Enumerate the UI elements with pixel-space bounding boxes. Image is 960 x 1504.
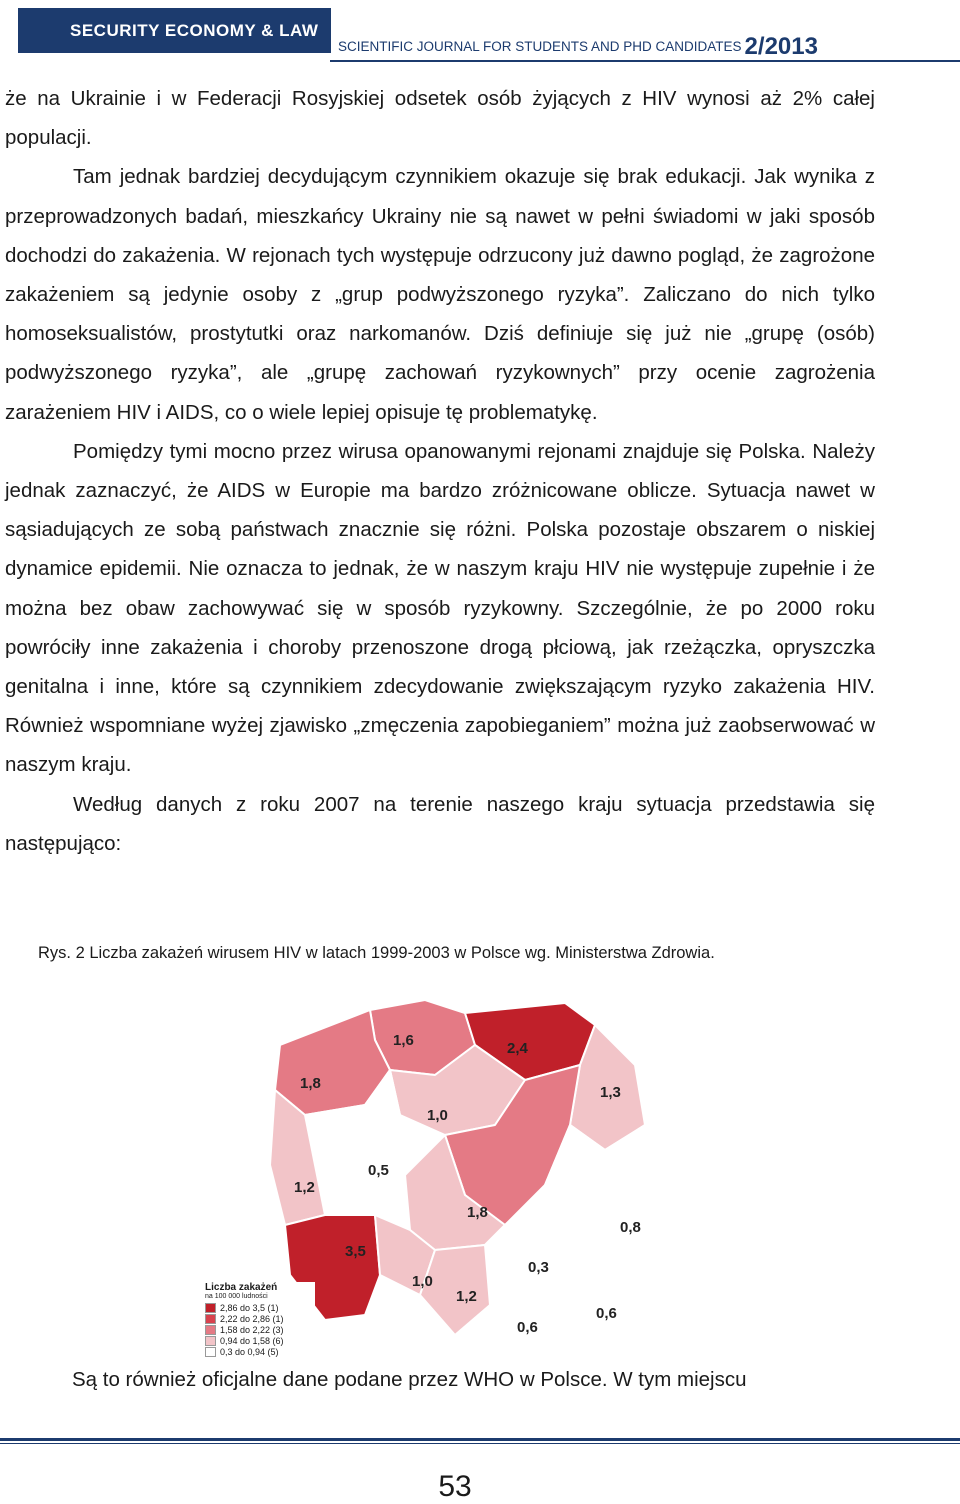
value-kujawsko-pomorskie: 1,0 [427,1107,448,1124]
paragraph-4: Według danych z roku 2007 na terenie naszego kraju sytuacja przedstawia się następująco: [5,792,875,855]
legend-swatch-4 [205,1336,216,1346]
value-zachodniopomorskie: 1,8 [300,1075,321,1092]
journal-title [338,30,818,58]
value-podkarpackie: 0,6 [596,1305,617,1322]
value-opolskie: 1,0 [412,1273,433,1290]
legend-swatch-2 [205,1314,216,1324]
map-legend [205,1282,315,1372]
value-slaskie: 1,2 [456,1288,477,1305]
legend-title: Liczba zakażeń [205,1282,278,1293]
legend-label-5: 0,3 do 0,94 (5) [220,1346,279,1357]
legend-swatch-1 [205,1303,216,1313]
paragraph-1: że na Ukrainie i w Federacji Rosyjskiej odsetek osób żyjących z HIV wynosi aż 2% całej populacji. [5,87,875,150]
journal-issue: 2/2013 [744,33,818,60]
value-swietokrzyskie: 0,3 [528,1259,549,1276]
value-lubuskie: 1,2 [294,1179,315,1196]
value-warminsko-mazurskie: 2,4 [507,1040,528,1057]
page-number: 53 [438,1470,472,1503]
value-lubelskie: 0,8 [620,1219,641,1236]
paragraph-3: Pomiędzy tymi mocno przez wirusa opanowanymi rejonami znajduje się Polska. Należy jednak zaznaczyć, że AIDS w Europie ma bardzo zróżnicowane oblicze. Sytuacja nawet w sąsiadujących ze sobą państwach znacznie się różni. Polska pozostaje obszarem o niskiej dynamice epidemii. Nie oznacza to jednak, że w naszym kraju HIV nie występuje zupełnie i że można bez obaw zachowywać się w sposób ryzykowny. Szczególnie, że po 2000 roku powróciły inne zakażenia i choroby przenoszone drogą płciową, jak rzeżączka, opryszczka genitalna i inne, które są czynnikiem zdecydowanie zwiększającym ryzyko zakażenia HIV. Również wspomniane wyżej zjawisko „zmęczenia zapobieganiem” można już zaobserwować w naszym kraju. [5,439,875,777]
value-wielkopolskie: 0,5 [368,1162,389,1179]
header-rule [330,60,960,62]
legend-row-4 [205,1335,315,1346]
legend-row-2 [205,1313,315,1324]
value-dolnoslaskie: 3,5 [345,1243,366,1260]
figure-caption: Rys. 2 Liczba zakażeń wirusem HIV w latach 1999-2003 w Polsce wg. Ministerstwa Zdrowia. [38,944,715,962]
legend-subtitle: na 100 000 ludności [205,1293,268,1300]
page-header [0,0,960,70]
logo-text: SECURITY ECONOMY & LAW [70,21,319,40]
legend-label-2: 2,22 do 2,86 (1) [220,1313,284,1324]
value-mazowieckie: 1,8 [467,1204,488,1221]
footer-rule-thin [0,1443,960,1444]
value-pomorskie: 1,6 [393,1032,414,1049]
legend-label-3: 1,58 do 2,22 (3) [220,1324,284,1335]
journal-name: SCIENTIFIC JOURNAL FOR STUDENTS AND PHD CANDIDATES [338,39,742,54]
continuation-line: Są to również oficjalne dane podane przez WHO w Polsce. W tym miejscu [72,1368,747,1391]
legend-swatch-5 [205,1347,216,1357]
paragraph-2: Tam jednak bardziej decydującym czynnikiem okazuje się brak edukacji. Jak wynika z przeprowadzonych badań, mieszkańcy Ukrainy nie są nawet w pełni świadomi w jaki sposób dochodzi do zakażenia. W rejonach tych występuje odrzucony już dawno pogląd, że zagrożone zakażeniem są jedynie osoby z „grup podwyższonego ryzyka”. Zaliczano do nich tylko homoseksualistów, prostytutki oraz narkomanów. Dziś definiuje się już nie „grupę (osób) podwyższonego ryzyka”, ale „grupę zachowań ryzykownych” przy ocenie zagrożenia zarażeniem HIV i AIDS, co o wiele lepiej opisuje tę problematykę. [5,165,875,424]
legend-label-4: 0,94 do 1,58 (6) [220,1335,284,1346]
legend-row-3 [205,1324,315,1335]
legend-row-1 [205,1302,315,1313]
footer-rule [0,1438,960,1441]
legend-label-1: 2,86 do 3,5 (1) [220,1302,279,1313]
value-malopolskie: 0,6 [517,1319,538,1336]
legend-swatch-3 [205,1325,216,1335]
legend-row-5 [205,1346,315,1357]
body-text [5,79,875,863]
journal-logo [18,8,331,53]
value-podlaskie: 1,3 [600,1084,621,1101]
